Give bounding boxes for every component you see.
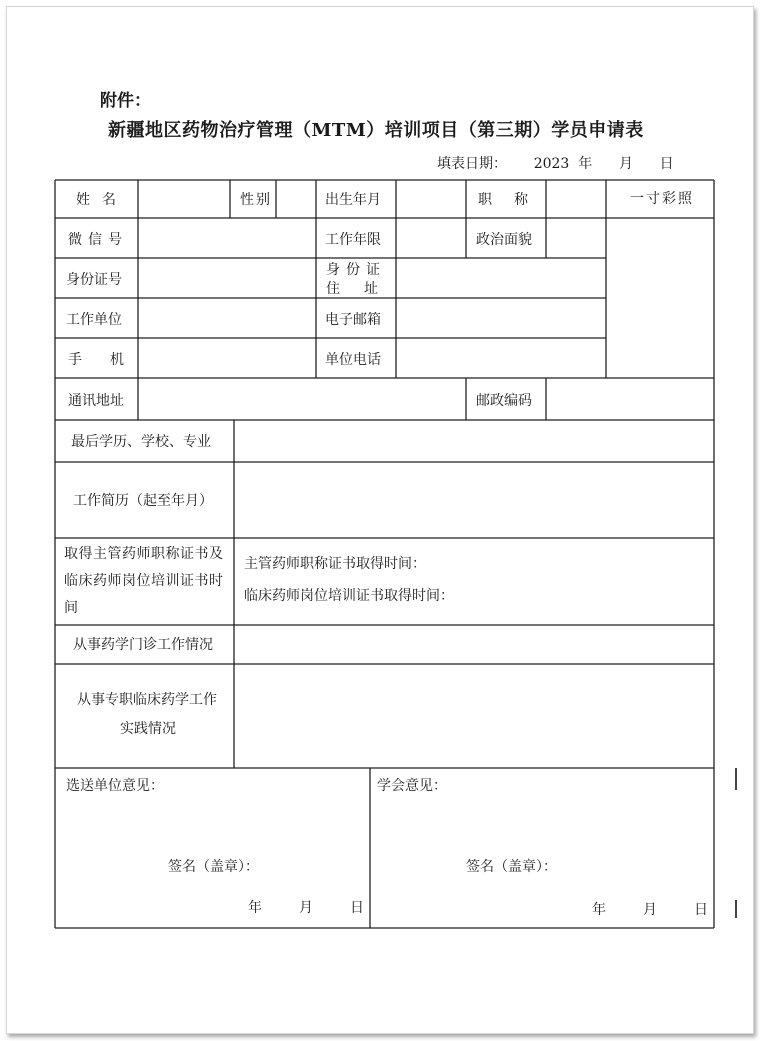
society-year: 年 <box>592 902 606 918</box>
label-birth: 出生年月 <box>325 192 381 208</box>
label-cert-2: 临床药师岗位培训证书时 <box>64 573 224 589</box>
label-address: 通讯地址 <box>68 393 124 409</box>
society-month: 月 <box>643 902 657 918</box>
label-political: 政治面貌 <box>476 232 532 248</box>
label-work-years: 工作年限 <box>325 232 381 248</box>
unit-opinion-label: 选送单位意见： <box>66 778 164 794</box>
society-signature-label: 签名（盖章）： <box>466 859 557 875</box>
label-education: 最后学历、学校、专业 <box>71 434 211 450</box>
label-title: 职称 <box>478 192 550 208</box>
label-cert-1: 取得主管药师职称证书及 <box>64 546 224 562</box>
label-outpatient: 从事药学门诊工作情况 <box>73 637 213 653</box>
cert-clinical-date: 临床药师岗位培训证书取得时间： <box>244 588 454 604</box>
month-unit: 月 <box>618 156 633 172</box>
label-id-number: 身份证号 <box>66 272 122 288</box>
edge-scan-mark <box>735 768 737 790</box>
label-mobile: 手机 <box>68 352 152 368</box>
label-practice-1: 从事专职临床药学工作 <box>77 692 217 708</box>
cert-supervisor-date: 主管药师职称证书取得时间： <box>244 556 426 572</box>
label-email: 电子邮箱 <box>325 312 381 328</box>
year-unit: 年 <box>578 156 593 172</box>
label-name: 姓名 <box>76 192 128 208</box>
label-wechat: 微信号 <box>68 232 128 248</box>
label-practice-2: 实践情况 <box>120 721 176 737</box>
fill-year: 2023 <box>533 156 570 172</box>
day-unit: 日 <box>659 156 674 172</box>
society-opinion-label: 学会意见： <box>377 778 447 794</box>
society-day: 日 <box>694 902 708 918</box>
label-id-address-1: 身份证 <box>326 262 386 278</box>
fill-date-label: 填表日期： <box>437 156 507 172</box>
label-postcode: 邮政编码 <box>476 393 532 409</box>
unit-year: 年 <box>248 900 262 916</box>
unit-month: 月 <box>299 900 313 916</box>
edge-scan-mark <box>735 900 737 918</box>
label-gender: 性别 <box>240 192 272 208</box>
unit-day: 日 <box>350 900 364 916</box>
label-cert-3: 间 <box>64 600 78 616</box>
attachment-label: 附件： <box>100 91 151 111</box>
label-office-phone: 单位电话 <box>325 352 381 368</box>
form-title: 新疆地区药物治疗管理（MTM）培训项目（第三期）学员申请表 <box>108 120 644 141</box>
label-resume: 工作简历（起至年月） <box>73 493 213 509</box>
label-id-address-2: 住址 <box>326 281 402 297</box>
label-photo: 一寸彩照 <box>630 191 694 207</box>
unit-signature-label: 签名（盖章）： <box>168 859 259 875</box>
label-employer: 工作单位 <box>66 312 122 328</box>
